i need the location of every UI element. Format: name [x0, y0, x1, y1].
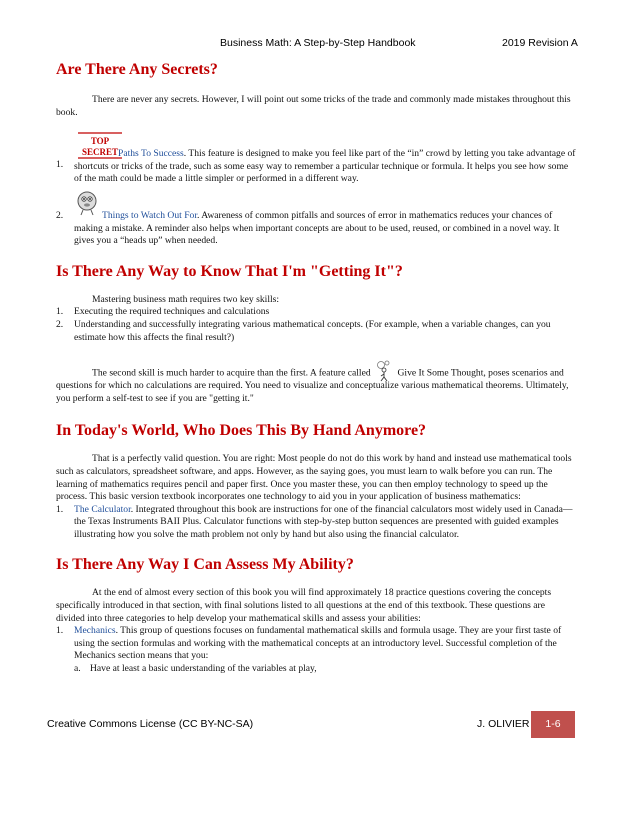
section-heading-assess: Is There Any Way I Can Assess My Ability? — [56, 556, 354, 574]
list-item — [56, 306, 576, 319]
list-item — [56, 131, 576, 186]
list-number: 1. — [56, 159, 64, 171]
list-item-text: Understanding and successfully integrating various mathematical concepts. (For example, when a variable changes, can you estimate how this affects the final result?) — [74, 318, 551, 343]
footer-author: J. OLIVIER — [477, 718, 530, 730]
section-heading-by-hand: In Today's World, Who Does This By Hand Anymore? — [56, 422, 427, 440]
thinking-figure-icon — [373, 360, 395, 382]
assess-paragraph: At the end of almost every section of this book you will find approximately 18 practice questions covering the concepts specifically introduced in that section, with final solutions listed to all questions at the end of this textbook. These questions are divided into three categories to help develop your mathematical skills and assess your abilities: — [56, 587, 552, 624]
page-number-badge: 1-6 — [531, 711, 575, 738]
list-number: 2. — [56, 209, 64, 221]
section-heading-getting-it: Is There Any Way to Know That I'm "Getting It"? — [56, 262, 403, 280]
list-item — [56, 625, 576, 663]
mechanics-text: . This group of questions focuses on fundamental mathematical skills and formula usage. They are your first taste of using the section formulas and working with the mathematical concepts at an introductory level. Successful completion of the Mechanics section means that you: — [74, 625, 562, 662]
sub-list-text: Have at least a basic understanding of the variables at play, — [90, 663, 317, 675]
header-revision: 2019 Revision A — [502, 37, 578, 49]
footer-license: Creative Commons License (CC BY-NC-SA) — [47, 718, 254, 730]
give-it-some-thought-paragraph: The second skill is much harder to acquire than the first. A feature called Give It Some Thought, poses scenarios and questions for which no calculations are required. You need to visualize and conceptualize various mathematical theorems. Ultimately, you perform a self-test to see if you are "getting it." — [56, 360, 576, 405]
term-mechanics: Mechanics — [74, 625, 116, 637]
sub-list-letter: a. — [74, 663, 81, 675]
by-hand-paragraph: That is a perfectly valid question. You are right: Most people do not do this work by hand and instead use mathematical tools such as calculators, spreadsheet software, and apps. However, as the saying goes, you must learn to walk before you can run. The learning of mathematics requires pencil and paper first. Once you master these, you can then employ technology to speed up the process. This basic version textbook incorporates one technology to aid you in your application of business mathematics: — [56, 453, 572, 503]
header-title: Business Math: A Step-by-Step Handbook — [220, 37, 416, 49]
caution-character-icon — [74, 190, 100, 216]
section-heading-secrets: Are There Any Secrets? — [56, 61, 218, 78]
secrets-intro: There are never any secrets. However, I will point out some tricks of the trade and commonly made mistakes throughout this book. — [56, 94, 571, 118]
list-number: 1. — [56, 503, 64, 515]
term-paths-to-success: Paths To Success — [118, 148, 184, 160]
top-secret-icon — [74, 131, 126, 161]
calculator-text: . Integrated throughout this book are instructions for one of the financial calculators most widely used in Canada—the Texas Instruments BAII Plus. Calculator functions with step-by-step button sequences are presented with guided examples illustrating how you solve the math problem not only by hand but also using the financial calculator. — [74, 503, 573, 540]
list-item — [56, 319, 576, 344]
sub-list-item — [56, 663, 576, 676]
top-secret-label-bottom: SECRET — [81, 147, 119, 158]
list-number: 1. — [56, 306, 64, 318]
list-item — [56, 200, 576, 248]
list-number: 1. — [56, 625, 64, 637]
getting-it-intro: Mastering business math requires two key skills: — [92, 293, 280, 305]
page-body — [56, 60, 576, 676]
list-item — [56, 504, 576, 542]
list-number: 2. — [56, 318, 64, 330]
term-things-to-watch-out-for: Things to Watch Out For — [102, 209, 197, 221]
paths-to-success-text: . This feature is designed to make you feel like part of the “in” crowd by letting you take advantage of shortcuts or tricks of the trade, such as some easy way to remember a particular technique or formula. It helps you see how some of the math could be made a little simpler or performed in a different way. — [74, 148, 576, 185]
list-item-text: Executing the required techniques and calculations — [74, 306, 270, 318]
term-the-calculator: The Calculator — [74, 503, 131, 515]
top-secret-label-top: TOP — [90, 136, 110, 147]
things-to-watch-text: . Awareness of common pitfalls and sources of error in mathematics reduces your chances of making a mistake. A reminder also helps when important concepts are about to be used, reused, or combined in a novel way. It gives you a “heads up” when needed. — [74, 209, 560, 247]
